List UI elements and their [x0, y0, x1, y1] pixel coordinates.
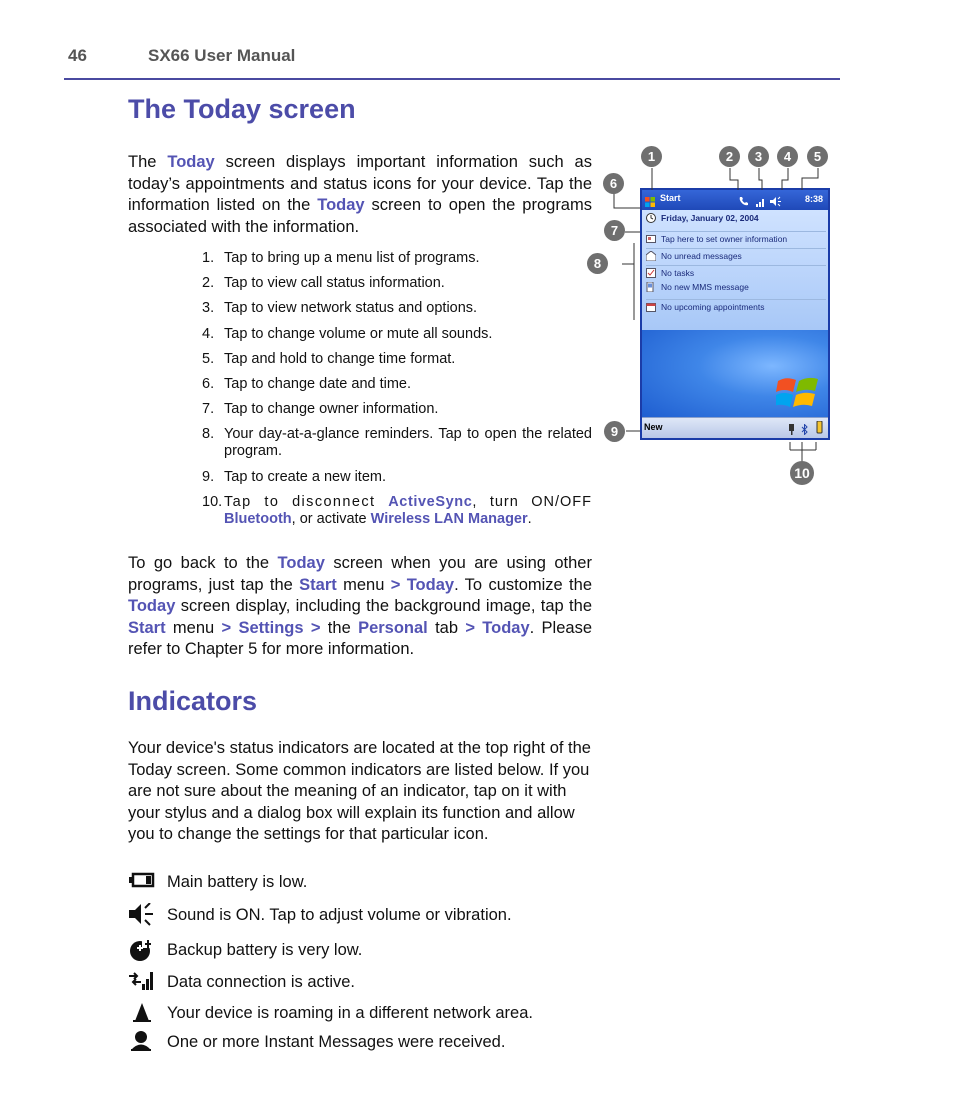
indicator-row: One or more Instant Messages were received. — [128, 1030, 598, 1056]
indicators-paragraph: Your device's status indicators are located at the top right of the Today screen. Some common indicators are listed below. If you are not sure about the meaning of an indicator, tap on it with your stylus and a dialog box will explain its function and allow you to change the settings for that particular icon. — [128, 739, 591, 843]
list-item: 3. Tap to view network status and options. — [202, 300, 478, 317]
indicator-row: Backup battery is very low. — [128, 938, 598, 964]
data-connection-icon — [128, 970, 158, 994]
device-new-label: New — [644, 422, 663, 432]
device-row-date: Friday, January 02, 2004 — [646, 213, 826, 229]
callout-6: 6 — [603, 173, 624, 194]
backup-battery-icon — [128, 938, 158, 962]
callout-9: 9 — [604, 421, 625, 442]
list-item: 9. Tap to create a new item. — [202, 468, 386, 485]
callout-list — [202, 250, 592, 536]
list-item: 4. Tap to change volume or mute all sounds. — [202, 325, 493, 342]
device-row-mms: No new MMS message — [646, 282, 826, 298]
device-row-appointments: No upcoming appointments — [646, 299, 826, 318]
list-item: 8. Your day-at-a-glance reminders. Tap to open the related program. — [202, 426, 592, 460]
device-row-owner: Tap here to set owner information — [646, 231, 826, 250]
battery-low-icon — [128, 870, 158, 894]
callout-3: 3 — [748, 146, 769, 167]
instant-message-icon — [128, 1030, 158, 1054]
speaker-on-icon — [128, 903, 158, 927]
list-item: 1. Tap to bring up a menu list of programs. — [202, 250, 480, 266]
callout-leaders — [590, 140, 840, 490]
today-section-title: The Today screen — [128, 94, 356, 124]
callout-7: 7 — [604, 220, 625, 241]
list-item: 6. Tap to change date and time. — [202, 375, 412, 392]
device-row-tasks: No tasks — [646, 265, 826, 284]
callout-8: 8 — [587, 253, 608, 274]
callout-10: 10 — [790, 461, 814, 485]
callout-1: 1 — [641, 146, 662, 167]
device-start-label: Start — [660, 193, 681, 203]
indicator-row: Sound is ON. Tap to adjust volume or vibration. — [128, 903, 598, 929]
indicator-row: Your device is roaming in a different network area. — [128, 1001, 598, 1027]
page-number: 46 — [68, 46, 87, 65]
device-row-messages: No unread messages — [646, 248, 826, 267]
list-item: 2. Tap to view call status information. — [202, 275, 445, 292]
today-intro-paragraph: The Today screen displays important information such as today’s appointments and status icons for your device. Tap the information listed on the Today screen to open the programs associated with the information. — [128, 153, 592, 236]
roaming-icon — [128, 1001, 158, 1025]
header-rule — [64, 78, 840, 80]
indicators-section-title: Indicators — [128, 686, 258, 716]
list-item: 10. Tap to disconnect ActiveSync, turn ON/OFF Bluetooth, or activate Wireless LAN Manager. — [202, 493, 593, 527]
list-item: 5. Tap and hold to change time format. — [202, 350, 456, 367]
indicator-row: Main battery is low. — [128, 870, 598, 896]
back-to-today-paragraph: To go back to the Today screen when you are using other programs, just tap the Start menu > Today. To customize the Today screen display, including the background image, tap the Start menu > Settings > the Personal tab > Today. Please refer to Chapter 5 for more information. — [128, 554, 593, 658]
callout-4: 4 — [777, 146, 798, 167]
list-item: 7. Tap to change owner information. — [202, 401, 439, 418]
callout-5: 5 — [807, 146, 828, 167]
device-clock: 8:38 — [804, 194, 823, 204]
indicator-row: Data connection is active. — [128, 970, 598, 996]
manual-title: SX66 User Manual — [148, 46, 296, 65]
callout-2: 2 — [719, 146, 740, 167]
